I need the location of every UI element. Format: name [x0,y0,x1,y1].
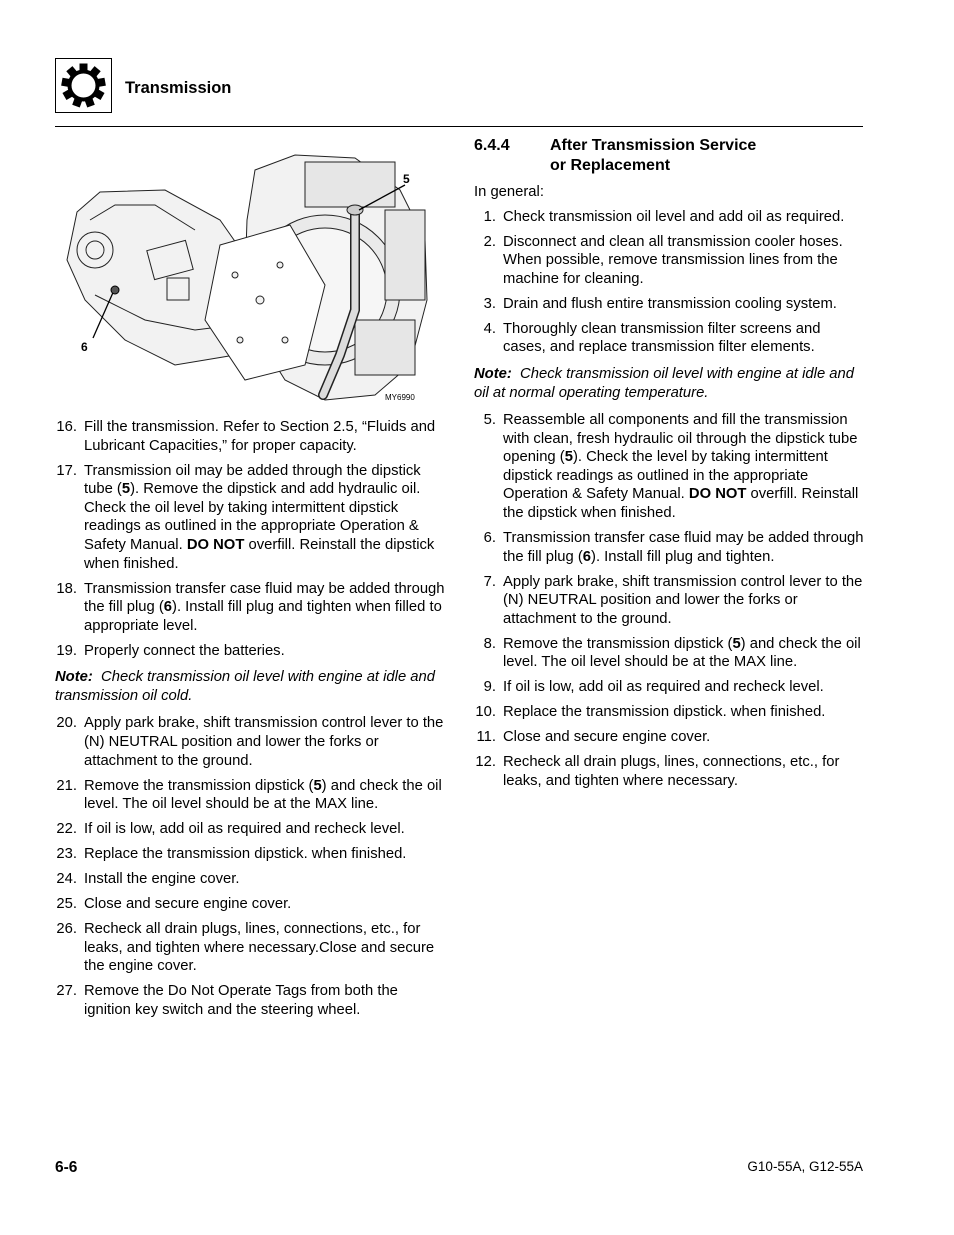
section-number: 6.4.4 [474,137,510,154]
list-item [474,753,866,790]
list-item [474,703,866,722]
right-column [474,136,866,797]
list-item [474,320,866,357]
step-number: 17. [56,462,77,479]
list-item [55,845,445,864]
list-item [55,418,445,455]
step-number: 25. [56,896,77,913]
step-emphasis: 6 [163,599,173,616]
note-label: Note: [474,365,512,382]
step-number: 7. [483,573,496,590]
step-number: 27. [56,983,77,1000]
page-section-title: Transmission [125,79,232,97]
left-steps-list-2 [55,714,445,1019]
step-text: If oil is low, add oil as required and recheck level. [84,821,405,838]
step-text: Remove the transmission dipstick ( [84,777,314,794]
list-item [55,982,445,1019]
right-note [474,365,866,402]
header-logo-box [55,58,112,113]
step-text: Properly connect the batteries. [84,642,285,659]
note-text: Check transmission oil level with engine at idle and oil at normal operating temperature. [474,365,854,401]
step-emphasis: 5 [732,635,741,652]
step-emphasis: 6 [582,548,592,565]
step-text: Transmission oil may be added through the dipstick tube ( [84,462,421,498]
list-item [55,642,445,661]
step-text: ). Check the level by taking intermittent dipstick readings as outlined in the appropriate Operation & Safety Manual. [503,449,828,503]
step-text: Replace the transmission dipstick. when finished. [503,704,826,721]
step-text: Install the engine cover. [84,871,240,888]
gear-icon [56,59,111,112]
section-heading [474,136,866,175]
step-text: ). Remove the dipstick and add hydraulic oil. Check the oil level by taking intermittent dipstick readings as outlined in the appropriate Operation & Safety Manual. [84,481,421,553]
list-item [55,870,445,889]
right-steps-list [474,208,866,357]
step-text: Recheck all drain plugs, lines, connections, etc., for leaks, and tighten where necessary. [503,754,840,789]
figure-code: MY6990 [385,393,415,402]
step-number: 12. [475,754,496,771]
section-intro: In general: [474,184,544,200]
list-item [474,573,866,629]
step-text: Replace the transmission dipstick. when finished. [84,846,407,863]
header-divider [55,126,863,127]
list-item [474,678,866,697]
step-text: Apply park brake, shift transmission control lever to the (N) NEUTRAL position and lower the forks or attachment to the ground. [84,715,444,769]
list-item [474,635,866,672]
step-number: 23. [56,846,77,863]
list-item [55,462,445,574]
step-emphasis: 5 [121,481,131,498]
step-emphasis: 5 [564,449,573,466]
step-text: Transmission transfer case fluid may be added through the fill plug ( [503,530,864,565]
step-text: Close and secure engine cover. [503,729,711,746]
list-item [474,208,866,227]
step-text: ). Install fill plug and tighten when filled to appropriate level. [84,599,442,634]
step-emphasis: DO NOT [688,486,747,503]
list-item [474,411,866,523]
step-text: overfill. Reinstall the dipstick when finished. [84,536,435,572]
step-number: 22. [56,821,77,838]
step-number: 6. [483,530,496,547]
section-title-line2: or Replacement [550,156,671,174]
list-item [55,820,445,839]
note-text: Check transmission oil level with engine at idle and transmission oil cold. [55,669,435,704]
section-title-line1: After Transmission Service [550,137,757,154]
left-steps-list [55,418,445,660]
step-number: 3. [483,295,496,312]
right-steps-list-2 [474,411,866,790]
step-text: ). Install fill plug and tighten. [591,548,775,565]
note-label: Note: [55,669,93,686]
step-emphasis: DO NOT [186,536,245,553]
step-text: Fill the transmission. Refer to Section 2.5, “Fluids and Lubricant Capacities,” for proper capacity. [84,419,436,454]
page-number: 6-6 [55,1159,78,1176]
step-text: Drain and flush entire transmission cooling system. [503,295,837,312]
left-column [55,418,445,1026]
step-number: 16. [56,419,77,435]
step-text: Recheck all drain plugs, lines, connections, etc., for leaks, and tighten where necessary.Close and secure the engine cover. [84,921,435,975]
step-text: Check transmission oil level and add oil as required. [503,208,845,225]
step-text: overfill. Reinstall the dipstick when finished. [503,486,859,522]
model-numbers: G10-55A, G12-55A [747,1159,863,1174]
list-item [474,728,866,747]
step-number: 4. [483,320,496,337]
step-number: 8. [483,635,496,652]
transmission-illustration [55,150,445,410]
step-number: 19. [56,642,77,659]
step-text: Reassemble all components and fill the transmission with clean, fresh hydraulic oil through the dipstick tube opening ( [503,412,858,466]
step-number: 5. [483,412,496,429]
step-number: 26. [56,921,77,938]
list-item [55,580,445,636]
step-text: Close and secure engine cover. [84,896,292,913]
list-item [474,233,866,289]
step-text: ) and check the oil level. The oil level should be at the MAX line. [503,635,861,671]
step-number: 21. [56,777,77,794]
step-emphasis: 5 [313,777,322,794]
step-number: 1. [483,208,496,225]
step-text: Disconnect and clean all transmission cooler hoses. When possible, remove transmission lines from the machine for cleaning. [503,233,843,287]
step-text: Transmission transfer case fluid may be added through the fill plug ( [84,580,445,616]
step-text: Apply park brake, shift transmission control lever to the (N) NEUTRAL position and lower the forks or attachment to the ground. [503,573,863,627]
step-number: 24. [56,871,77,888]
list-item [55,714,445,770]
transmission-figure [55,150,445,410]
list-item [55,895,445,914]
step-number: 11. [476,729,496,746]
step-number: 20. [56,715,77,732]
step-text: If oil is low, add oil as required and recheck level. [503,679,824,696]
list-item [474,295,866,314]
callout-6-label: 6 [81,340,88,354]
left-note [55,668,445,705]
step-number: 10. [475,704,496,721]
step-number: 18. [56,580,77,597]
list-item [55,777,445,814]
list-item [55,920,445,976]
step-number: 9. [483,679,496,696]
list-item [474,529,866,566]
section-title [550,136,756,175]
step-text: Thoroughly clean transmission filter screens and cases, and replace transmission filter elements. [503,320,821,356]
step-text: Remove the Do Not Operate Tags from both the ignition key switch and the steering wheel. [84,983,398,1018]
step-text: Remove the transmission dipstick ( [503,635,733,652]
step-text: ) and check the oil level. The oil level should be at the MAX line. [84,777,442,813]
step-number: 2. [483,233,496,250]
callout-5-label: 5 [403,172,410,186]
